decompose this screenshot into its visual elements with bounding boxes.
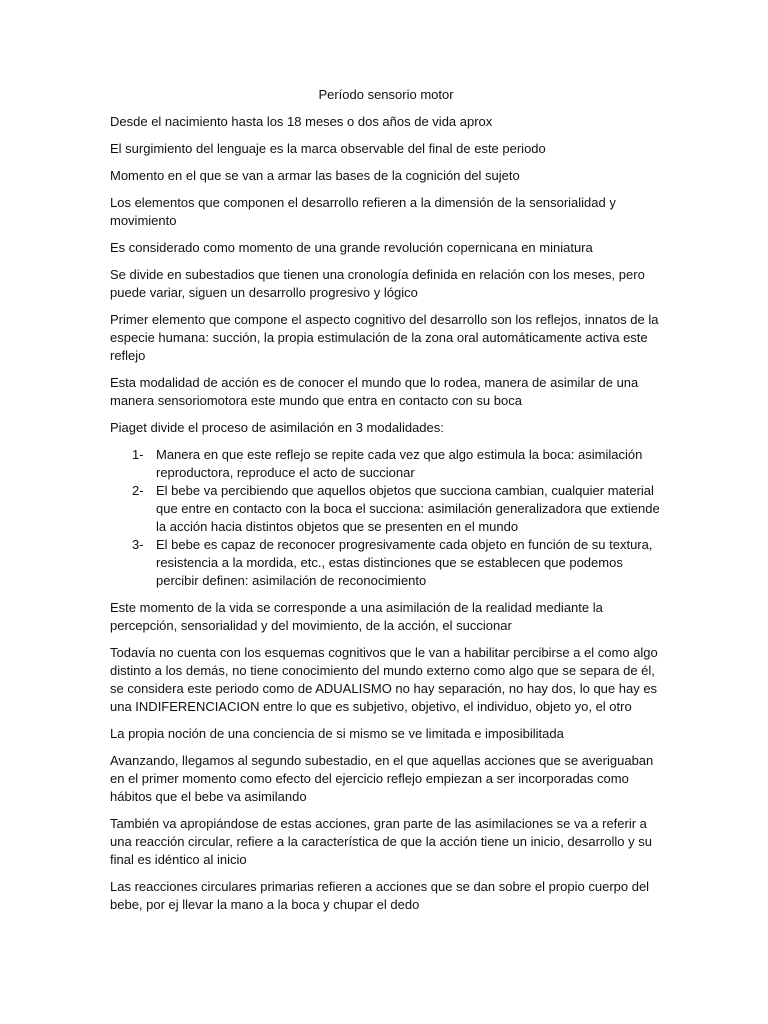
paragraph-elements: Los elementos que componen el desarrollo refieren a la dimensión de la sensorialidad y movimiento (110, 195, 616, 228)
paragraph-language: El surgimiento del lenguaje es la marca observable del final de este periodo (110, 141, 546, 156)
paragraph-piaget-intro: Piaget divide el proceso de asimilación en 3 modalidades: (110, 420, 444, 435)
paragraph-copernican: Es considerado como momento de una grande revolución copernicana en miniatura (110, 240, 593, 255)
paragraph-circular-reaction: También va apropiándose de estas acciones, gran parte de las asimilaciones se va a referir a una reacción circular, refiere a la característica de que la acción tiene un inicio, desarrollo y su final es idéntico al inicio (110, 816, 652, 867)
list-item-text: El bebe es capaz de reconocer progresivamente cada objeto en función de su textura, resistencia a la mordida, etc., estas distinciones que se establecen que podemos percibir definen: asimilación de reconocimiento (156, 537, 653, 588)
document-title: Período sensorio motor (318, 87, 454, 102)
paragraph-birth-range: Desde el nacimiento hasta los 18 meses o dos años de vida aprox (110, 114, 493, 129)
paragraph-reflexes: Primer elemento que compone el aspecto cognitivo del desarrollo son los reflejos, innatos de la especie humana: succión, la propia estimulación de la zona oral automáticamente activa este reflejo (110, 312, 659, 363)
list-item (110, 482, 662, 536)
list-item-number: 2- (132, 483, 144, 498)
paragraph-adualism: Todavía no cuenta con los esquemas cognitivos que le van a habilitar percibirse a el como algo distinto a los demás, no tiene conocimiento del mundo externo como algo que se separa de él, se considera este periodo como de ADUALISMO no hay separación, no hay dos, lo que hay es una INDIFERENCIACION entre lo que es subjetivo, objetivo, el individuo, objeto yo, el otro (110, 645, 658, 714)
list-item-text: Manera en que este reflejo se repite cada vez que algo estimula la boca: asimilación reproductora, reproduce el acto de succionar (156, 447, 643, 480)
list-item-text: El bebe va percibiendo que aquellos objetos que succiona cambian, cualquier material que entre en contacto con la boca el succiona: asimilación generalizadora que extiende la acción hacia distintos objetos que se presenten en el mundo (156, 483, 660, 534)
paragraph-cognition-bases: Momento en el que se van a armar las bases de la cognición del sujeto (110, 168, 520, 183)
list-item (110, 536, 662, 590)
paragraph-life-moment: Este momento de la vida se corresponde a una asimilación de la realidad mediante la percepción, sensorialidad y del movimiento, de la acción, el succionar (110, 600, 603, 633)
list-item (110, 446, 662, 482)
list-item-number: 1- (132, 447, 144, 462)
document-page (110, 86, 662, 923)
assimilation-modalities-list (110, 446, 662, 590)
paragraph-second-substage: Avanzando, llegamos al segundo subestadio, en el que aquellas acciones que se averiguaban en el primer momento como efecto del ejercicio reflejo empiezan a ser incorporadas como hábitos que el bebe va asimilando (110, 753, 654, 804)
paragraph-self-conscience: La propia noción de una conciencia de si mismo se ve limitada e imposibilitada (110, 726, 564, 741)
paragraph-substages: Se divide en subestadios que tienen una cronología definida en relación con los meses, pero puede variar, siguen un desarrollo progresivo y lógico (110, 267, 645, 300)
paragraph-action-modality: Esta modalidad de acción es de conocer el mundo que lo rodea, manera de asimilar de una manera sensoriomotora este mundo que entra en contacto con su boca (110, 375, 639, 408)
list-item-number: 3- (132, 537, 144, 552)
paragraph-primary-reactions: Las reacciones circulares primarias refieren a acciones que se dan sobre el propio cuerpo del bebe, por ej llevar la mano a la boca y chupar el dedo (110, 879, 650, 912)
